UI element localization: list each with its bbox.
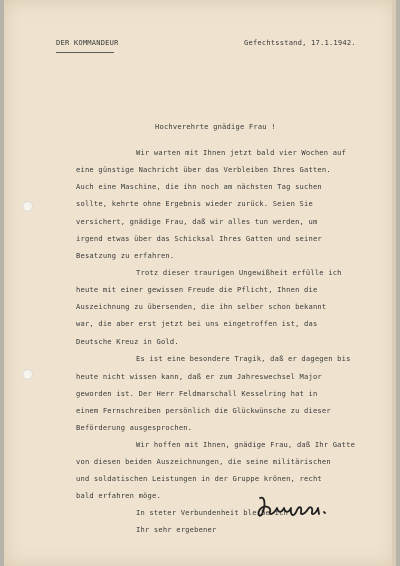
body-line: irgend etwas über das Schicksal Ihres Gatten und seiner bbox=[76, 234, 322, 243]
sender-heading: DER KOMMANDEUR bbox=[56, 38, 119, 47]
body-line: Es ist eine besondere Tragik, daß er dagegen bis bbox=[136, 354, 351, 363]
body-line: In steter Verbundenheit bleibe ich bbox=[136, 508, 289, 517]
salutation: Hochverehrte gnädige Frau ! bbox=[155, 122, 276, 131]
body-line: eine günstige Nachricht über das Verbleiben Ihres Gatten. bbox=[76, 165, 331, 174]
body-line: geworden ist. Der Herr Feldmarschall Kesselring hat in bbox=[76, 389, 318, 398]
body-line: Beförderung ausgesprochen. bbox=[76, 423, 193, 432]
body-line: heute nicht wissen kann, daß er zum Jahreswechsel Major bbox=[76, 372, 322, 381]
body-line: Ihr sehr ergebener bbox=[136, 525, 217, 534]
punch-hole-top bbox=[22, 201, 33, 212]
body-line: Trotz dieser traurigen Ungewißheit erfülle ich bbox=[136, 268, 342, 277]
sender-underline bbox=[56, 52, 114, 53]
body-line: war, die aber erst jetzt bei uns eingetroffen ist, das bbox=[76, 319, 318, 328]
body-line: von diesen beiden Auszeichnungen, die seine militärischen bbox=[76, 457, 331, 466]
body-line: Deutsche Kreuz in Gold. bbox=[76, 337, 179, 346]
body-line: heute mit einer gewissen Freude die Pflicht, Ihnen die bbox=[76, 285, 318, 294]
body-line: sollte, kehrte ohne Ergebnis wieder zurück. Seien Sie bbox=[76, 199, 313, 208]
body-line: versichert, gnädige Frau, daß wir alles tun werden, um bbox=[76, 217, 318, 226]
punch-hole-bottom bbox=[22, 369, 33, 380]
body-line: und soldatischen Leistungen in der Gruppe krönen, recht bbox=[76, 474, 322, 483]
body-line: Auszeichnung zu übersenden, die ihn selber schon bekannt bbox=[76, 302, 327, 311]
body-line: Besatzung zu erfahren. bbox=[76, 251, 175, 260]
body-line: bald erfahren möge. bbox=[76, 491, 161, 500]
body-line: Wir warten mit Ihnen jetzt bald vier Wochen auf bbox=[136, 148, 347, 157]
signature bbox=[254, 492, 334, 522]
body-line: Wir hoffen mit Ihnen, gnädige Frau, daß Ihr Gatte bbox=[136, 440, 356, 449]
place-date: Gefechtsstand, 17.1.1942. bbox=[244, 38, 356, 47]
letter-sheet bbox=[4, 0, 396, 566]
paper-edge bbox=[392, 0, 396, 566]
body-line: Auch eine Maschine, die ihn noch am nächsten Tag suchen bbox=[76, 182, 322, 191]
body-line: einem Fernschreiben persönlich die Glückwünsche zu dieser bbox=[76, 406, 331, 415]
